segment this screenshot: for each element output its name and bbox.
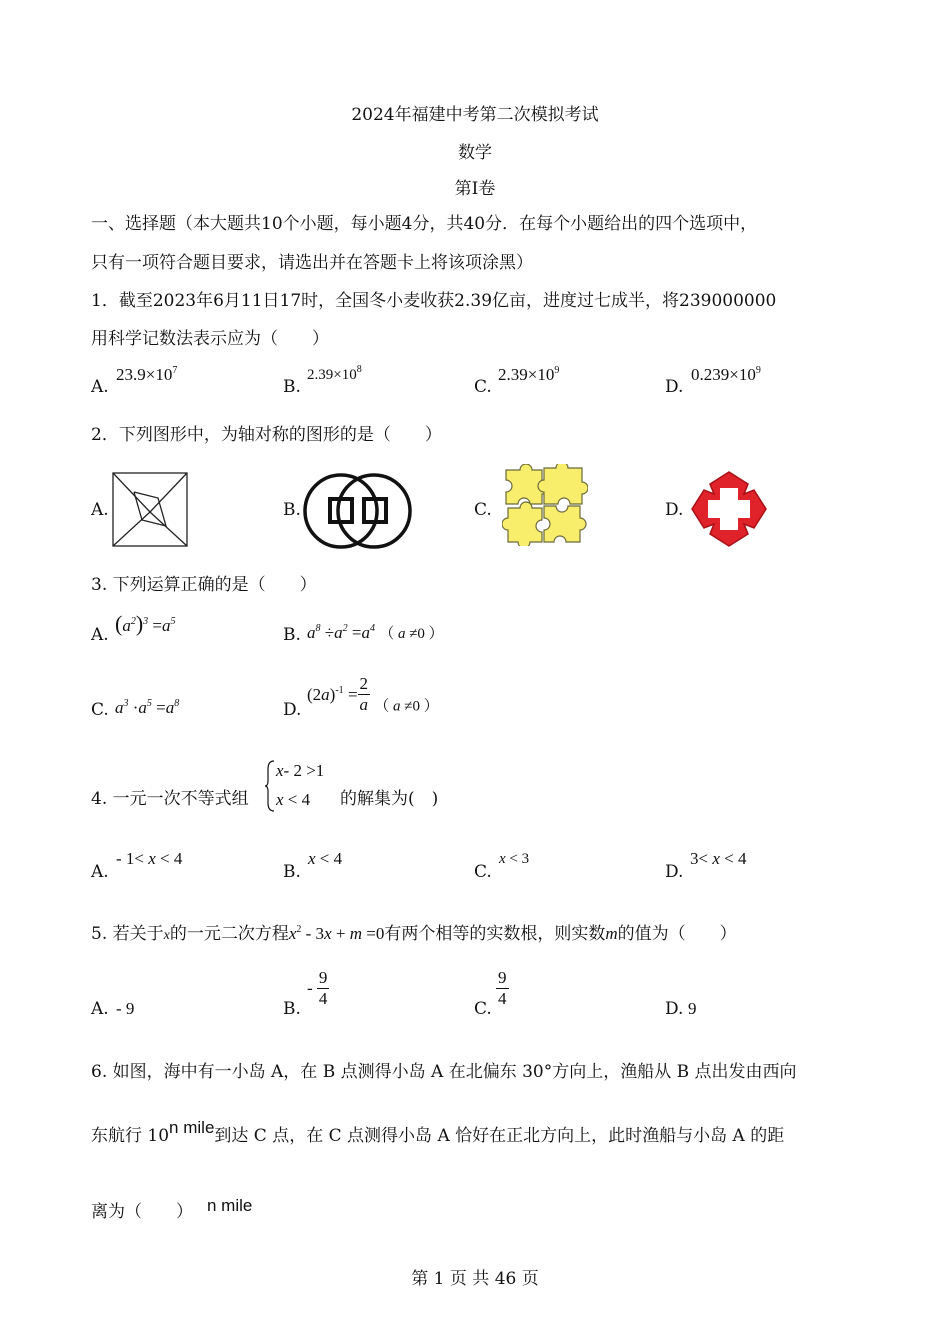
q5-option-c-value: $\frac{9}{4}$ xyxy=(498,968,507,1008)
q5-stem: 5. 若关于x的一元二次方程$x^2 - 3x + m =0$有两个相等的实数根，则实数m的值为（ ） xyxy=(91,924,737,944)
q5-option-c-label[interactable]: C. xyxy=(474,999,492,1019)
q1-stem-line2: 用科学记数法表示应为（ ） xyxy=(91,329,329,349)
q6-stem-line1: 6. 如图，海中有一小岛 A，在 B 点测得小岛 A 在北偏东 30°方向上，渔船从 B 点出发由西向 xyxy=(91,1062,797,1082)
q2-stem: 2．下列图形中，为轴对称的图形的是（ ） xyxy=(91,425,442,445)
q3-option-d-label[interactable]: D. xyxy=(283,700,302,720)
q1-option-b-value: $2.39\times 10^8$ xyxy=(307,364,362,383)
q5-option-a-value: - 9 xyxy=(116,999,135,1018)
q2-option-a-label[interactable]: A. xyxy=(91,500,109,520)
two-coins-figure xyxy=(302,472,414,550)
puzzle-pieces-figure xyxy=(502,464,588,546)
q5-option-b-value: - $\frac{9}{4}$ xyxy=(307,968,328,1008)
subject-title: 数学 xyxy=(458,143,492,163)
q4-stem-prefix: 4. 一元一次不等式组 xyxy=(91,789,249,809)
q3-option-c-label[interactable]: C. xyxy=(91,700,109,720)
q3-option-b-label[interactable]: B. xyxy=(283,625,301,645)
q2-option-d-label[interactable]: D. xyxy=(665,500,684,520)
q2-option-b-label[interactable]: B. xyxy=(283,500,301,520)
q4-option-c-label[interactable]: C. xyxy=(474,862,492,882)
q6-stem-line3: 离为（ ） n mile xyxy=(91,1196,253,1222)
q4-option-a-label[interactable]: A. xyxy=(91,862,109,882)
q1-option-c-label[interactable]: C. xyxy=(474,377,492,397)
q3-option-c-expr: $a^3 \cdot a^5 =a^8$ xyxy=(115,698,180,717)
q5-option-d-value: 9 xyxy=(688,999,697,1018)
q3-option-b-expr: $a^8 \div a^2 =a^4$ （ a ≠0 ） xyxy=(307,623,444,642)
q4-option-d-label[interactable]: D. xyxy=(665,862,684,882)
q5-option-d-label[interactable]: D. xyxy=(665,999,684,1019)
q4-option-b-value: x < 4 xyxy=(308,849,343,868)
q3-option-d-expr: $(2a)^{-1}$ = $\frac{2}{a}$ （ a ≠0 ） xyxy=(307,674,439,715)
section-instruction-line1: 一、选择题（本大题共10个小题，每小题4分，共40分．在每个小题给出的四个选项中， xyxy=(91,214,758,234)
q4-system-line1: x- 2 >1 xyxy=(276,761,325,780)
q3-option-a-expr: $(a^2)^3 =a^5$ xyxy=(115,611,176,636)
q4-option-a-value: - 1< x < 4 xyxy=(116,849,183,868)
q1-option-d-value: $0.239\times 10^9$ xyxy=(691,365,761,384)
q1-option-a-value: $23.9\times 10^7$ xyxy=(116,365,178,384)
q1-option-b-label[interactable]: B. xyxy=(283,377,301,397)
section-instruction-line2: 只有一项符合题目要求，请选出并在答题卡上将该项涂黑） xyxy=(91,253,533,273)
q3-stem: 3. 下列运算正确的是（ ） xyxy=(91,575,317,595)
q4-stem-suffix: 的解集为( ) xyxy=(340,789,439,809)
q4-option-b-label[interactable]: B. xyxy=(283,862,301,882)
red-cross-emblem-figure xyxy=(690,470,768,548)
q1-stem-line1: 1．截至2023年6月11日17时，全国冬小麦收获2.39亿亩，进度过七成半，将239000000 xyxy=(91,291,777,311)
q1-option-a-label[interactable]: A. xyxy=(91,377,109,397)
pinwheel-square-figure xyxy=(112,472,190,548)
q2-option-c-label[interactable]: C. xyxy=(474,500,492,520)
q3-option-a-label[interactable]: A. xyxy=(91,625,109,645)
page-footer: 第 1 页 共 46 页 xyxy=(411,1269,539,1289)
q4-option-c-value: x < 3 xyxy=(499,851,530,867)
volume-title: 第Ⅰ卷 xyxy=(454,179,496,199)
q1-option-d-label[interactable]: D. xyxy=(665,377,684,397)
exam-title: 2024年福建中考第二次模拟考试 xyxy=(351,105,599,125)
q5-option-b-label[interactable]: B. xyxy=(283,999,301,1019)
q1-option-c-value: $2.39\times 10^9$ xyxy=(498,365,560,384)
q4-system-line2: x < 4 xyxy=(276,790,311,809)
brace-icon xyxy=(264,759,276,813)
q4-option-d-value: 3< x < 4 xyxy=(690,849,747,868)
q5-option-a-label[interactable]: A. xyxy=(91,999,109,1019)
q6-stem-line2: 东航行 10n mile到达 C 点，在 C 点测得小岛 A 恰好在正北方向上，此时渔船与小岛 A 的距 xyxy=(91,1118,785,1146)
